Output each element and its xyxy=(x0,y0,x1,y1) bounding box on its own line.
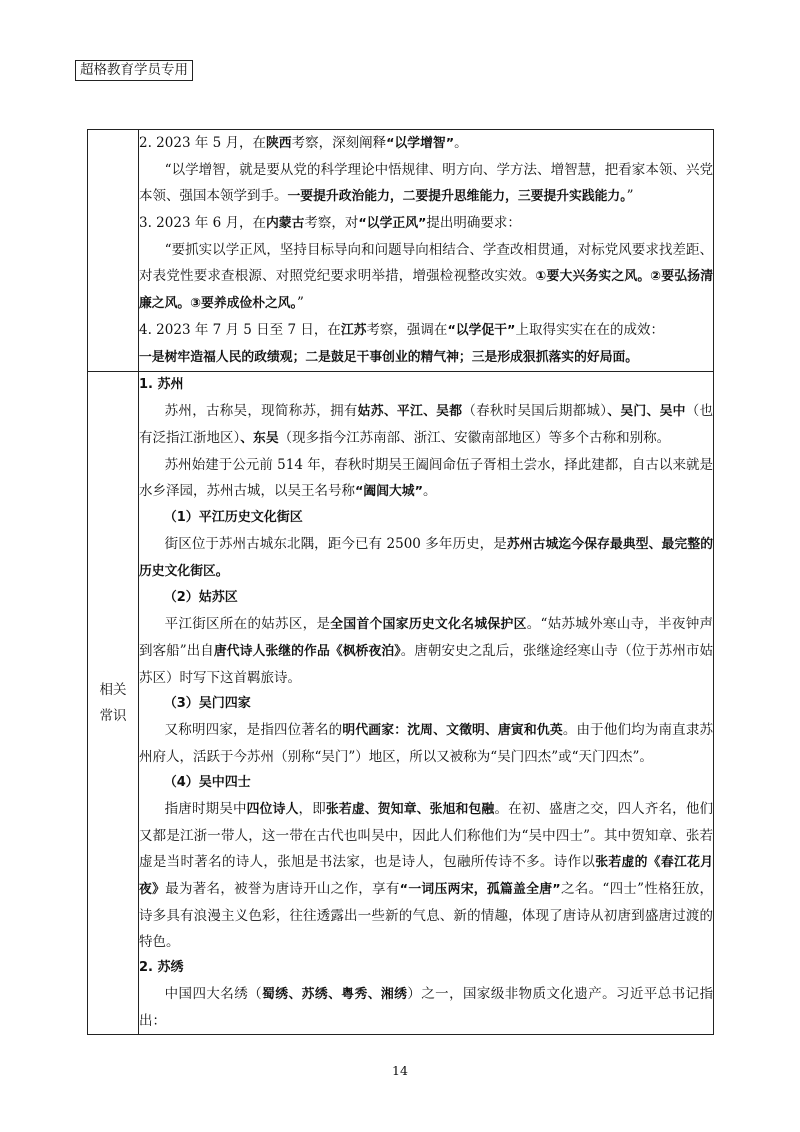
paragraph: 中国四大名绣（蜀绣、苏绣、粤秀、湘绣）之一，国家级非物质文化遗产。习近平总书记指出： xyxy=(139,986,714,1029)
item-3-heading: 3. 2023 年 6 月，在内蒙古考察，对“以学正风”提出明确要求： xyxy=(139,215,521,231)
subsection-title: （4）吴中四士 xyxy=(163,775,251,790)
header-label: 超格教育学员专用 xyxy=(75,60,193,81)
item-4-heading: 4. 2023 年 7 月 5 日至 7 日，在江苏考察，强调在“以学促干”上取得实实在在的成效： xyxy=(139,322,664,338)
row-content xyxy=(139,372,714,1035)
section-title-suxiu: 2. 苏绣 xyxy=(139,960,184,975)
page-number: 14 xyxy=(392,1063,408,1078)
item-3-quote: “要抓实以学正风，坚持目标导向和问题导向相结合、学查改相贯通，对标党风要求找差距、对表党性要求查根源、对照党纪要求明举措，增强检视整改实效。①要大兴务实之风。②要弘扬清廉之风。③要养成俭朴之风。” xyxy=(139,242,714,311)
section-title-suzhou: 1. 苏州 xyxy=(139,377,184,392)
paragraph: 平江街区所在的姑苏区，是全国首个国家历史文化名城保护区。“姑苏城外寒山寺，半夜钟声到客船”出自唐代诗人张继的作品《枫桥夜泊》。唐朝安史之乱后，张继途经寒山寺（位于苏州市姑苏区）时写下这首羁旅诗。 xyxy=(139,616,714,686)
subsection-title: （2）姑苏区 xyxy=(163,590,238,605)
row-content xyxy=(139,130,714,372)
subsection-title: （3）吴门四家 xyxy=(163,696,251,711)
table-row xyxy=(88,130,714,372)
subsection-title: （1）平江历史文化街区 xyxy=(163,510,303,525)
item-2-heading: 2. 2023 年 5 月，在陕西考察，深刻阐释“以学增智”。 xyxy=(139,135,468,151)
item-4-points: 一是树牢造福人民的政绩观；二是鼓足干事创业的精气神；三是形成狠抓落实的好局面。 xyxy=(139,350,639,365)
paragraph: 苏州始建于公元前 514 年，春秋时期吴王阖闾命伍子胥相土尝水，择此建都，自古以来就是水乡泽园，苏州古城，以吴王名号称“阖闾大城”。 xyxy=(139,457,713,499)
item-2-quote: “以学增智，就是要从党的科学理论中悟规律、明方向、学方法、增智慧，把看家本领、兴党本领、强国本领学到手。一要提升政治能力，二要提升思维能力，三要提升实践能力。” xyxy=(139,162,713,204)
row-label xyxy=(88,130,139,372)
paragraph: 苏州，古称吴，现简称苏，拥有姑苏、平江、吴都（春秋时吴国后期都城）、吴门、吴中（也有泛指江浙地区）、东吴（现多指今江苏南部、浙江、安徽南部地区）等多个古称和别称。 xyxy=(139,403,714,446)
paragraph: 又称明四家，是指四位著名的明代画家：沈周、文徵明、唐寅和仇英。由于他们均为南直隶苏州府人，活跃于今苏州（别称“吴门”）地区，所以又被称为“吴门四杰”或“天门四杰”。 xyxy=(139,722,714,765)
paragraph: 街区位于苏州古城东北隅，距今已有 2500 多年历史，是苏州古城迄今保存最典型、最完整的历史文化街区。 xyxy=(139,536,713,579)
row-label: 相关 常识 xyxy=(88,372,139,1035)
content-table xyxy=(87,129,714,1035)
paragraph: 指唐时期吴中四位诗人，即张若虚、贺知章、张旭和包融。在初、盛唐之交，四人齐名，他们又都是江浙一带人，这一带在古代也叫吴中，因此人们称他们为“吴中四士”。其中贺知章、张若虚是当时著名的诗人，张旭是书法家，也是诗人，包融所传诗不多。诗作以张若虚的《春江花月夜》最为著名，被誉为唐诗开山之作，享有“一词压两宋，孤篇盖全唐”之名。“四士”性格狂放，诗多具有浪漫主义色彩，往往透露出一些新的气息、新的情趣，体现了唐诗从初唐到盛唐过渡的特色。 xyxy=(139,801,714,950)
table-row xyxy=(88,372,714,1035)
